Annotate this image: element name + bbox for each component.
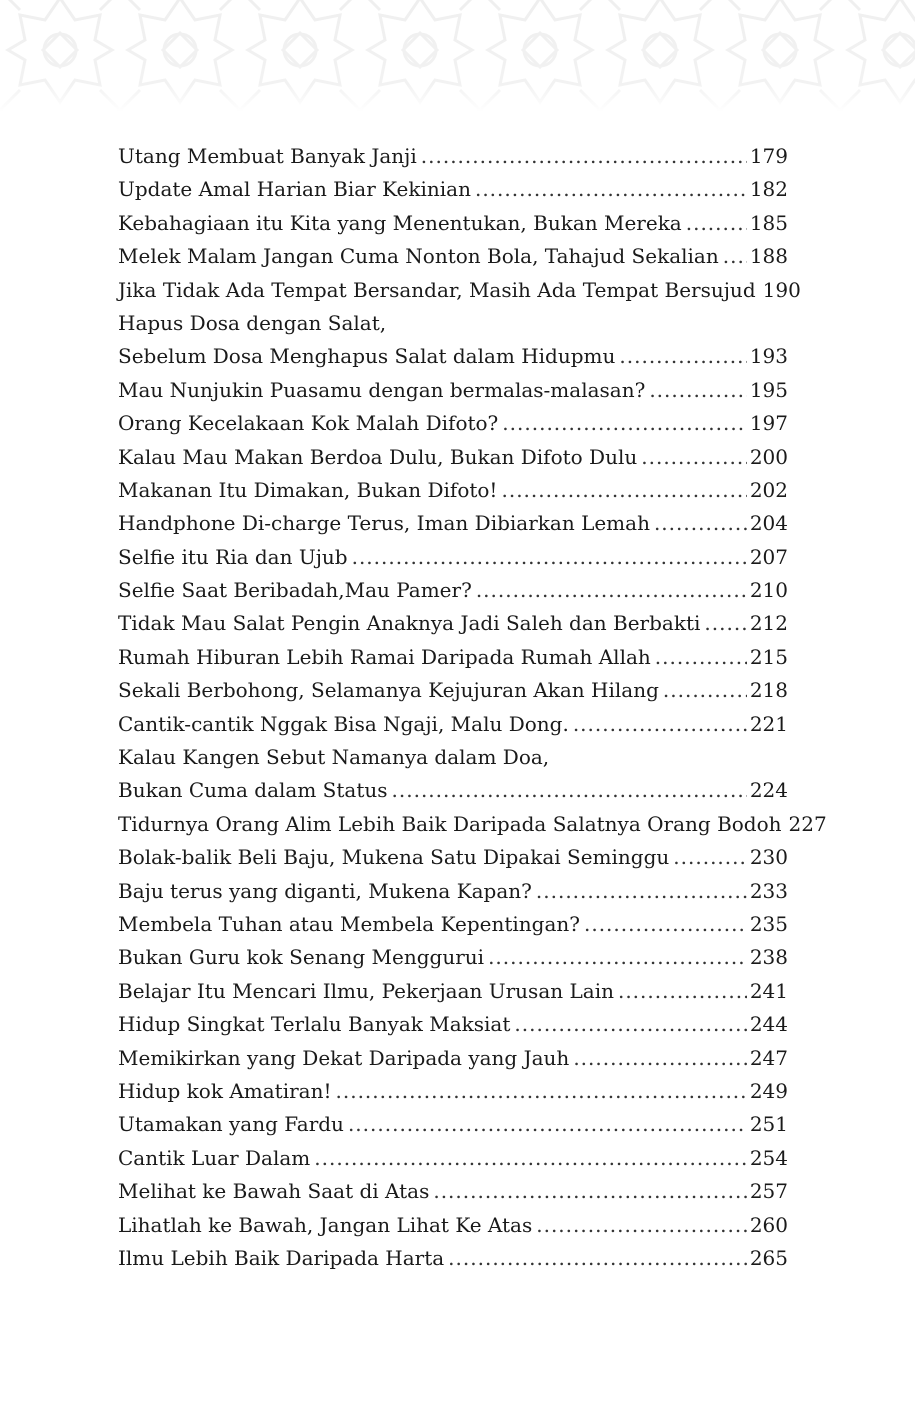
dot-leader	[352, 541, 747, 574]
dot-leader	[723, 240, 747, 273]
toc-entry	[118, 774, 788, 807]
toc-entry	[118, 1242, 788, 1275]
toc-entry-title: Mau Nunjukin Puasamu dengan bermalas-malasan?	[118, 377, 646, 402]
toc-entry-title: Ilmu Lebih Baik Daripada Harta	[118, 1245, 445, 1270]
dot-leader	[584, 908, 747, 941]
toc-entry	[118, 207, 788, 240]
toc-entry	[118, 1075, 788, 1108]
toc-entry	[118, 240, 788, 273]
toc-entry-page-number: 238	[749, 945, 788, 970]
toc-entry	[118, 975, 788, 1008]
dot-leader	[536, 875, 747, 908]
dot-leader	[475, 173, 747, 206]
toc-entry-page-number: 249	[749, 1078, 788, 1103]
toc-entry-title: Selfie Saat Beribadah,Mau Pamer?	[118, 578, 472, 603]
toc-entry-title: Bukan Guru kok Senang Menggurui	[118, 945, 485, 970]
toc-entry-page-number: 179	[749, 144, 788, 168]
dot-leader	[476, 574, 747, 607]
dot-leader	[704, 607, 746, 640]
toc-entry-page-number: 188	[749, 244, 788, 269]
toc-entry	[118, 741, 788, 774]
dot-leader	[536, 1209, 747, 1242]
dot-leader	[654, 507, 747, 540]
toc-entry-page-number: 185	[749, 210, 788, 235]
toc-entry-title: Hidup Singkat Terlalu Banyak Maksiat	[118, 1012, 511, 1037]
toc-entry-page-number: 204	[749, 511, 788, 536]
dot-leader	[348, 1108, 747, 1141]
toc-entry	[118, 541, 788, 574]
toc-entry-title: Belajar Itu Mencari Ilmu, Pekerjaan Urusan Lain	[118, 978, 614, 1003]
toc-entry	[118, 340, 788, 373]
toc-entry	[118, 674, 788, 707]
toc-entry-page-number: 210	[749, 578, 788, 603]
toc-entry-title: Tidurnya Orang Alim Lebih Baik Daripada Salatnya Orang Bodoh	[118, 811, 782, 836]
toc-entry	[118, 374, 788, 407]
toc-entry-title: Kebahagiaan itu Kita yang Menentukan, Bukan Mereka	[118, 210, 682, 235]
toc-entry-page-number: 257	[749, 1179, 788, 1204]
dot-leader	[663, 674, 747, 707]
toc-entry-title: Hidup kok Amatiran!	[118, 1078, 332, 1103]
toc-entry-page-number: 265	[749, 1245, 788, 1270]
dot-leader	[655, 641, 747, 674]
dot-leader	[336, 1075, 747, 1108]
toc-entry-page-number: 230	[749, 845, 788, 870]
toc-entry	[118, 474, 788, 507]
toc-entry-title: Melihat ke Bawah Saat di Atas	[118, 1179, 430, 1204]
toc-entry	[118, 875, 788, 908]
toc-entry	[118, 841, 788, 874]
dot-leader	[641, 441, 747, 474]
toc-entry-title: Membela Tuhan atau Membela Kepentingan?	[118, 911, 580, 936]
toc-entry	[118, 1209, 788, 1242]
dot-leader	[673, 841, 747, 874]
toc-entry-page-number: 218	[749, 678, 788, 703]
toc-entry-page-number: 254	[749, 1145, 788, 1170]
dot-leader	[433, 1175, 746, 1208]
dot-leader	[421, 140, 747, 173]
table-of-contents	[118, 140, 827, 1275]
toc-entry-page-number: 182	[749, 177, 788, 202]
toc-entry-page-number: 195	[749, 377, 788, 402]
toc-entry-title: Hapus Dosa dengan Salat,	[118, 310, 387, 335]
toc-entry	[118, 407, 788, 440]
toc-entry-title: Lihatlah ke Bawah, Jangan Lihat Ke Atas	[118, 1212, 533, 1237]
toc-entry	[118, 307, 788, 340]
toc-entry-title: Sebelum Dosa Menghapus Salat dalam Hidupmu	[118, 344, 616, 369]
toc-entry-title: Kalau Mau Makan Berdoa Dulu, Bukan Difoto Dulu	[118, 444, 638, 469]
toc-entry-title: Orang Kecelakaan Kok Malah Difoto?	[118, 411, 499, 436]
toc-entry-title: Baju terus yang diganti, Mukena Kapan?	[118, 878, 532, 903]
toc-entry-title: Memikirkan yang Dekat Daripada yang Jauh	[118, 1045, 570, 1070]
toc-entry	[118, 607, 788, 640]
dot-leader	[573, 708, 747, 741]
toc-entry-page-number: 221	[749, 711, 788, 736]
toc-entry-page-number: 197	[749, 411, 788, 436]
dot-leader	[314, 1142, 747, 1175]
toc-entry	[118, 507, 788, 540]
toc-entry-page-number: 212	[749, 611, 788, 636]
toc-entry-title: Handphone Di-charge Terus, Iman Dibiarkan Lemah	[118, 511, 650, 536]
toc-entry-title: Tidak Mau Salat Pengin Anaknya Jadi Saleh dan Berbakti	[118, 611, 701, 636]
toc-entry-title: Jika Tidak Ada Tempat Bersandar, Masih Ada Tempat Bersujud	[118, 277, 756, 302]
dot-leader	[488, 941, 747, 974]
toc-entry-page-number: 202	[749, 477, 788, 502]
dot-leader	[448, 1242, 747, 1275]
dot-leader	[619, 340, 746, 373]
toc-entry-page-number: 244	[749, 1012, 788, 1037]
toc-entry-page-number: 224	[749, 778, 788, 803]
toc-entry	[118, 1175, 788, 1208]
toc-entry	[118, 1042, 788, 1075]
toc-entry-page-number: 233	[749, 878, 788, 903]
toc-entry	[118, 173, 788, 206]
dot-leader	[573, 1042, 747, 1075]
toc-entry	[118, 1142, 788, 1175]
toc-entry	[118, 1108, 788, 1141]
toc-entry-title: Melek Malam Jangan Cuma Nonton Bola, Tahajud Sekalian	[118, 244, 719, 269]
toc-entry-title: Cantik-cantik Nggak Bisa Ngaji, Malu Dong.	[118, 711, 569, 736]
dot-leader	[514, 1008, 746, 1041]
toc-entry-page-number: 200	[749, 444, 788, 469]
toc-entry-title: Update Amal Harian Biar Kekinian	[118, 177, 471, 202]
toc-entry-page-number: 251	[749, 1112, 788, 1137]
toc-entry-title: Bukan Cuma dalam Status	[118, 778, 388, 803]
toc-entry-page-number: 260	[749, 1212, 788, 1237]
toc-entry-page-number: 215	[749, 644, 788, 669]
toc-entry	[118, 574, 788, 607]
toc-entry	[118, 441, 788, 474]
toc-entry	[118, 274, 801, 307]
toc-entry-title: Kalau Kangen Sebut Namanya dalam Doa,	[118, 745, 550, 770]
toc-entry	[118, 1008, 788, 1041]
dot-leader	[502, 407, 747, 440]
toc-entry-title: Makanan Itu Dimakan, Bukan Difoto!	[118, 477, 498, 502]
dot-leader	[392, 774, 747, 807]
dot-leader	[618, 975, 747, 1008]
dot-leader	[686, 207, 747, 240]
toc-entry-page-number: 190	[762, 277, 801, 302]
toc-entry-title: Utamakan yang Fardu	[118, 1112, 344, 1137]
toc-entry-page-number: 227	[788, 811, 827, 836]
toc-entry	[118, 641, 788, 674]
toc-entry-title: Bolak-balik Beli Baju, Mukena Satu Dipakai Seminggu	[118, 845, 670, 870]
toc-entry-title: Sekali Berbohong, Selamanya Kejujuran Akan Hilang	[118, 678, 659, 703]
decorative-header-pattern	[0, 0, 915, 112]
toc-entry-title: Cantik Luar Dalam	[118, 1145, 311, 1170]
dot-leader	[649, 374, 747, 407]
toc-entry	[118, 941, 788, 974]
toc-entry-page-number: 235	[749, 911, 788, 936]
toc-entry	[118, 708, 788, 741]
toc-entry-page-number: 247	[749, 1045, 788, 1070]
toc-entry-title: Rumah Hiburan Lebih Ramai Daripada Rumah Allah	[118, 644, 651, 669]
toc-entry	[118, 808, 827, 841]
toc-entry-page-number: 207	[749, 544, 788, 569]
toc-entry-title: Selfie itu Ria dan Ujub	[118, 544, 348, 569]
toc-entry-page-number: 193	[749, 344, 788, 369]
dot-leader	[501, 474, 746, 507]
toc-entry-title: Utang Membuat Banyak Janji	[118, 144, 417, 168]
toc-entry	[118, 140, 788, 173]
toc-entry-page-number: 241	[749, 978, 788, 1003]
toc-entry	[118, 908, 788, 941]
